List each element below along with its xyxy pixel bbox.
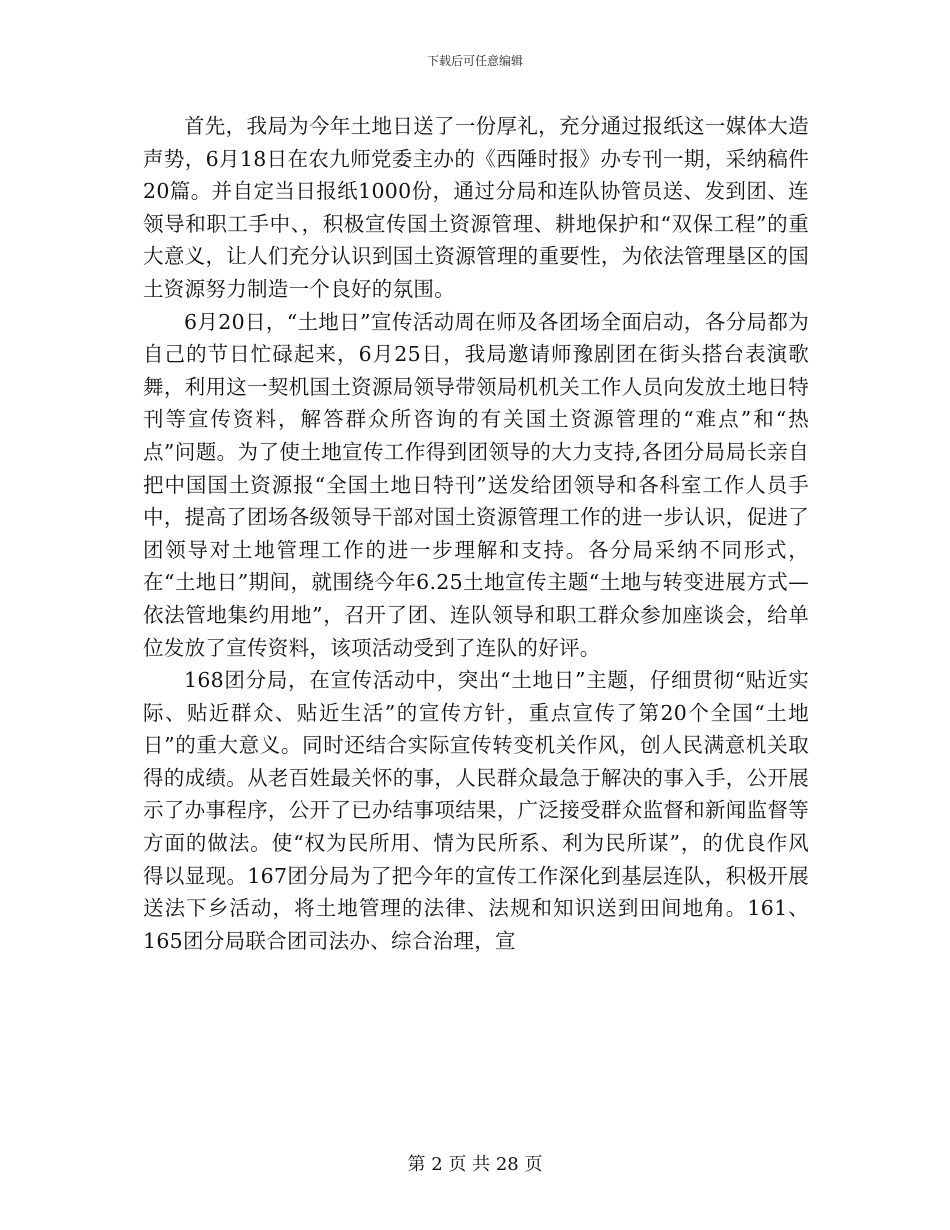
paragraph-1: 首先，我局为今年土地日送了一份厚礼，充分通过报纸这一媒体大造声势，6月18日在农九师党委主办的《西陲时报》办专刊一期，采纳稿件20篇。并自定当日报纸1000份，通过分局和连队协管员送、发到团、连领导和职工手中、，积极宣传国土资源管理、耕地保护和“双保工程”的重大意义，让人们充分认识到国土资源管理的重要性，为依法管理垦区的国土资源努力制造一个良好的氛围。 xyxy=(143,114,809,301)
paragraph-2: 6月20日，“土地日”宣传活动周在师及各团场全面启动，各分局都为自己的节日忙碌起来，6月25日，我局邀请师豫剧团在街头搭台表演歌舞，利用这一契机国土资源局领导带领局机机关工作人员向发放土地日特刊等宣传资料，解答群众所咨询的有关国土资源管理的“难点”和“热点”问题。为了使土地宣传工作得到团领导的大力支持,各团分局局长亲自把中国国土资源报“全国土地日特刊”送发给团领导和各科室工作人员手中，提高了团场各级领导干部对国土资源管理工作的进一步认识，促进了团领导对土地管理工作的进一步理解和支持。各分局采纳不同形式，在“土地日”期间，就围绕今年6.25土地宣传主题“土地与转变进展方式—依法管地集约用地”，召开了团、连队领导和职工群众参加座谈会，给单位发放了宣传资料，该项活动受到了连队的好评。 xyxy=(143,309,809,660)
page-header: 下载后可任意编辑 xyxy=(426,54,523,68)
page-number-footer: 第 2 页 共 28 页 xyxy=(407,1154,543,1175)
document-body xyxy=(143,110,809,957)
paragraph-3: 168团分局，在宣传活动中，突出“土地日”主题，仔细贯彻“贴近实际、贴近群众、贴近生活”的宣传方针，重点宣传了第20个全国“土地日”的重大意义。同时还结合实际宣传转变机关作风，创人民满意机关取得的成绩。从老百姓最关怀的事，人民群众最急于解决的事入手，公开展示了办事程序，公开了已办结事项结果，广泛接受群众监督和新闻监督等方面的做法。使“权为民所用、情为民所系、利为民所谋”，的优良作风得以显现。167团分局为了把今年的宣传工作深化到基层连队，积极开展送法下乡活动，将土地管理的法律、法规和知识送到田间地角。161、165团分局联合团司法办、综合治理，宣 xyxy=(143,668,809,953)
